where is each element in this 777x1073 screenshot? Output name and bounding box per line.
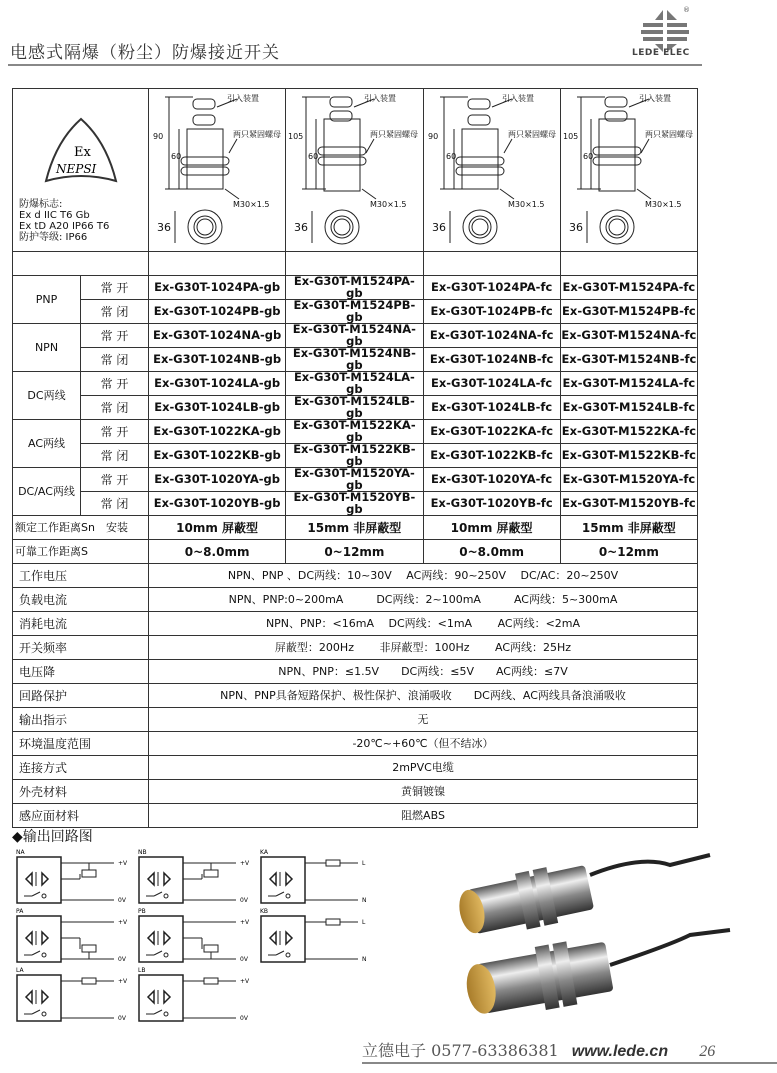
model-number: Ex-G30T-M1522KB-gb — [286, 444, 423, 468]
lead-label: 引入装置 — [638, 94, 671, 103]
svg-text:36: 36 — [157, 221, 171, 234]
svg-text:60: 60 — [582, 152, 593, 161]
svg-text:M30×1.5: M30×1.5 — [644, 200, 682, 209]
spec-row — [13, 564, 698, 588]
svg-text:NB: NB — [138, 849, 147, 856]
svg-text:36: 36 — [431, 221, 446, 234]
svg-text:KA: KA — [260, 849, 268, 856]
svg-text:NA: NA — [16, 849, 25, 856]
model-row — [13, 396, 698, 420]
sn-value: 15mm 非屏蔽型 — [560, 516, 697, 540]
drawing-cell — [149, 89, 286, 252]
spec-label: 环境温度范围 — [13, 732, 149, 756]
model-number: Ex-G30T-M1524NB-gb — [286, 348, 423, 372]
state-label: 常 闭 — [81, 396, 149, 420]
model-number: Ex-G30T-1024LB-fc — [423, 396, 560, 420]
marking-label: 防爆标志: — [19, 199, 63, 210]
svg-text:N: N — [362, 956, 367, 963]
model-number: Ex-G30T-M1524NA-gb — [286, 324, 423, 348]
model-number: Ex-G30T-1022KA-fc — [423, 420, 560, 444]
marking-1: Ex d IIC T6 Gb — [19, 210, 90, 221]
svg-text:0V: 0V — [240, 897, 248, 904]
circuit-ka — [258, 848, 378, 906]
svg-text:LB: LB — [138, 967, 146, 974]
spec-value: 屏蔽型：200Hz 非屏蔽型：100Hz AC两线：25Hz — [149, 636, 698, 660]
model-row — [13, 300, 698, 324]
spec-label: 外壳材料 — [13, 780, 149, 804]
state-label: 常 开 — [81, 324, 149, 348]
page-title: 电感式隔爆（粉尘）防爆接近开关 — [10, 43, 280, 63]
model-number: Ex-G30T-M1520YB-gb — [286, 492, 423, 516]
dimension-drawing — [424, 89, 561, 249]
state-label: 常 闭 — [81, 444, 149, 468]
model-number: Ex-G30T-1020YB-gb — [149, 492, 286, 516]
svg-text:60: 60 — [445, 152, 456, 161]
sn-label: 额定工作距离Sn 安装 — [13, 516, 149, 540]
s-value: 0~8.0mm — [423, 540, 560, 564]
protection-rating: 防护等级: IP66 — [19, 232, 88, 243]
model-number: Ex-G30T-M1522KA-fc — [560, 420, 697, 444]
svg-text:NEPSI: NEPSI — [55, 162, 96, 176]
model-number: Ex-G30T-1020YA-gb — [149, 468, 286, 492]
model-number: Ex-G30T-M1524LB-gb — [286, 396, 423, 420]
spec-row — [13, 708, 698, 732]
svg-text:Ex: Ex — [73, 145, 91, 160]
s-value: 0~12mm — [286, 540, 423, 564]
model-row — [13, 348, 698, 372]
svg-text:PA: PA — [16, 908, 24, 915]
marking-2: Ex tD A20 IP66 T6 — [19, 221, 110, 232]
svg-text:+V: +V — [118, 860, 128, 867]
s-value: 0~12mm — [560, 540, 697, 564]
model-number: Ex-G30T-1024LA-fc — [423, 372, 560, 396]
spec-label: 输出指示 — [13, 708, 149, 732]
circuit-lb — [136, 966, 256, 1024]
spec-row — [13, 804, 698, 828]
svg-text:36: 36 — [294, 221, 309, 234]
spec-value: NPN、PNP具备短路保护、极性保护、浪涌吸收 DC两线、AC两线具备浪涌吸收 — [149, 684, 698, 708]
svg-text:60: 60 — [308, 152, 319, 161]
spec-label: 感应面材料 — [13, 804, 149, 828]
circuit-pa — [14, 907, 134, 965]
spec-row — [13, 684, 698, 708]
svg-text:两只紧固螺母: 两只紧固螺母 — [233, 130, 281, 139]
spec-label: 消耗电流 — [13, 612, 149, 636]
model-row — [13, 420, 698, 444]
spec-label: 负载电流 — [13, 588, 149, 612]
state-label: 常 闭 — [81, 348, 149, 372]
model-row — [13, 276, 698, 300]
state-label: 常 闭 — [81, 300, 149, 324]
svg-text:M30×1.5: M30×1.5 — [233, 200, 270, 209]
spec-value: 2mPVC电缆 — [149, 756, 698, 780]
model-number: Ex-G30T-M1522KB-fc — [560, 444, 697, 468]
output-type: PNP — [13, 276, 81, 324]
svg-text:0V: 0V — [240, 1015, 248, 1022]
svg-text:90: 90 — [427, 132, 438, 141]
spec-value: 阻燃ABS — [149, 804, 698, 828]
model-number: Ex-G30T-M1522KA-gb — [286, 420, 423, 444]
model-number: Ex-G30T-1024NA-gb — [149, 324, 286, 348]
spec-value: 无 — [149, 708, 698, 732]
product-photo — [440, 835, 740, 1015]
model-number: Ex-G30T-1020YA-fc — [423, 468, 560, 492]
spec-value: NPN、PNP 、DC两线：10~30V AC两线：90~250V DC/AC：20~250V — [149, 564, 698, 588]
output-type: DC两线 — [13, 372, 81, 420]
model-number: Ex-G30T-M1524LA-gb — [286, 372, 423, 396]
model-number: Ex-G30T-1022KB-fc — [423, 444, 560, 468]
spec-row — [13, 756, 698, 780]
spec-table — [12, 88, 698, 828]
model-number: Ex-G30T-1024LA-gb — [149, 372, 286, 396]
svg-text:KB: KB — [260, 908, 269, 915]
lead-label: 引入装置 — [227, 94, 259, 103]
svg-text:36: 36 — [568, 221, 583, 234]
s-label: 可靠工作距离S — [13, 540, 149, 564]
dimension-drawing — [286, 89, 423, 249]
model-number: Ex-G30T-M1524PA-gb — [286, 276, 423, 300]
circuit-nb — [136, 848, 256, 906]
model-number: Ex-G30T-M1524LA-fc — [560, 372, 697, 396]
svg-text:两只紧固螺母: 两只紧固螺母 — [644, 130, 693, 139]
circuit-na — [14, 848, 134, 906]
ex-nepsi-logo — [16, 111, 146, 191]
model-row — [13, 444, 698, 468]
circuit-kb — [258, 907, 378, 965]
svg-text:PB: PB — [138, 908, 146, 915]
model-number: Ex-G30T-1024PB-fc — [423, 300, 560, 324]
state-label: 常 开 — [81, 468, 149, 492]
state-label: 常 开 — [81, 420, 149, 444]
svg-text:+V: +V — [240, 860, 250, 867]
model-number: Ex-G30T-M1520YA-gb — [286, 468, 423, 492]
model-number: Ex-G30T-1022KA-gb — [149, 420, 286, 444]
circuit-section-title: ◆输出回路图 — [12, 829, 93, 845]
footer-website[interactable]: www.lede.cn — [571, 1043, 669, 1060]
sn-value: 10mm 屏蔽型 — [423, 516, 560, 540]
svg-text:+V: +V — [240, 919, 250, 926]
svg-text:两只紧固螺母: 两只紧固螺母 — [507, 130, 556, 139]
model-number: Ex-G30T-1024PA-fc — [423, 276, 560, 300]
svg-text:0V: 0V — [118, 956, 126, 963]
s-value: 0~8.0mm — [149, 540, 286, 564]
drawing-cell — [423, 89, 560, 252]
svg-text:®: ® — [683, 6, 690, 14]
model-number: Ex-G30T-1024NB-gb — [149, 348, 286, 372]
model-number: Ex-G30T-M1524NB-fc — [560, 348, 697, 372]
cert-cell — [13, 89, 149, 252]
spec-row — [13, 612, 698, 636]
model-number: Ex-G30T-M1524PA-fc — [560, 276, 697, 300]
spec-label: 连接方式 — [13, 756, 149, 780]
svg-text:0V: 0V — [118, 897, 126, 904]
spec-value: -20℃~+60℃（但不结冰） — [149, 732, 698, 756]
spec-value: NPN、PNP：<16mA DC两线：<1mA AC两线：<2mA — [149, 612, 698, 636]
svg-text:两只紧固螺母: 两只紧固螺母 — [370, 130, 419, 139]
svg-text:M30×1.5: M30×1.5 — [370, 200, 407, 209]
page-number: 26 — [699, 1043, 716, 1060]
spec-row — [13, 660, 698, 684]
model-number: Ex-G30T-M1524PB-fc — [560, 300, 697, 324]
lead-label: 引入装置 — [364, 94, 397, 103]
model-number: Ex-G30T-1024PB-gb — [149, 300, 286, 324]
state-label: 常 开 — [81, 276, 149, 300]
footer-divider — [362, 1062, 777, 1064]
circuit-pb — [136, 907, 256, 965]
svg-text:105: 105 — [288, 132, 304, 141]
model-number: Ex-G30T-1024LB-gb — [149, 396, 286, 420]
model-row — [13, 372, 698, 396]
model-number: Ex-G30T-1020YB-fc — [423, 492, 560, 516]
model-number: Ex-G30T-1024NA-fc — [423, 324, 560, 348]
svg-text:0V: 0V — [240, 956, 248, 963]
footer — [362, 1038, 715, 1061]
svg-text:60: 60 — [171, 152, 182, 161]
spec-row — [13, 732, 698, 756]
spec-label: 工作电压 — [13, 564, 149, 588]
drawing-cell — [560, 89, 697, 252]
output-type: NPN — [13, 324, 81, 372]
spec-label: 回路保护 — [13, 684, 149, 708]
model-number: Ex-G30T-M1520YB-fc — [560, 492, 697, 516]
lead-label: 引入装置 — [501, 94, 534, 103]
model-number: Ex-G30T-1022KB-gb — [149, 444, 286, 468]
spec-value: NPN、PNP:0~200mA DC两线：2~100mA AC两线：5~300mA — [149, 588, 698, 612]
svg-text:+V: +V — [118, 919, 128, 926]
svg-text:+V: +V — [118, 978, 128, 985]
header-divider — [8, 64, 702, 66]
model-number: Ex-G30T-1024PA-gb — [149, 276, 286, 300]
footer-phone: 0577-63386381 — [431, 1041, 559, 1060]
model-number: Ex-G30T-M1524LB-fc — [560, 396, 697, 420]
svg-text:M30×1.5: M30×1.5 — [507, 200, 545, 209]
sn-value: 10mm 屏蔽型 — [149, 516, 286, 540]
model-number: Ex-G30T-1024NB-fc — [423, 348, 560, 372]
model-number: Ex-G30T-M1524PB-gb — [286, 300, 423, 324]
svg-text:LA: LA — [16, 967, 24, 974]
brand-name: LEDE ELEC — [632, 48, 690, 58]
dimension-drawing — [561, 89, 698, 249]
spec-label: 开关频率 — [13, 636, 149, 660]
svg-text:L: L — [362, 860, 366, 867]
spec-label: 电压降 — [13, 660, 149, 684]
model-row — [13, 324, 698, 348]
spec-value: NPN、PNP：≤1.5V DC两线：≤5V AC两线：≤7V — [149, 660, 698, 684]
drawing-cell — [286, 89, 423, 252]
sn-value: 15mm 非屏蔽型 — [286, 516, 423, 540]
spec-row — [13, 780, 698, 804]
model-row — [13, 468, 698, 492]
spec-row — [13, 636, 698, 660]
state-label: 常 开 — [81, 372, 149, 396]
model-row — [13, 492, 698, 516]
state-label: 常 闭 — [81, 492, 149, 516]
footer-company: 立德电子 — [362, 1041, 427, 1060]
svg-text:+V: +V — [240, 978, 250, 985]
output-type: AC两线 — [13, 420, 81, 468]
svg-text:L: L — [362, 919, 366, 926]
svg-text:105: 105 — [562, 132, 579, 141]
svg-text:0V: 0V — [118, 1015, 126, 1022]
svg-text:N: N — [362, 897, 367, 904]
spec-value: 黄铜镀镍 — [149, 780, 698, 804]
circuit-la — [14, 966, 134, 1024]
output-type: DC/AC两线 — [13, 468, 81, 516]
spec-row — [13, 588, 698, 612]
dimension-drawing — [149, 89, 286, 249]
svg-text:90: 90 — [153, 132, 164, 141]
model-number: Ex-G30T-M1524NA-fc — [560, 324, 697, 348]
model-number: Ex-G30T-M1520YA-fc — [560, 468, 697, 492]
